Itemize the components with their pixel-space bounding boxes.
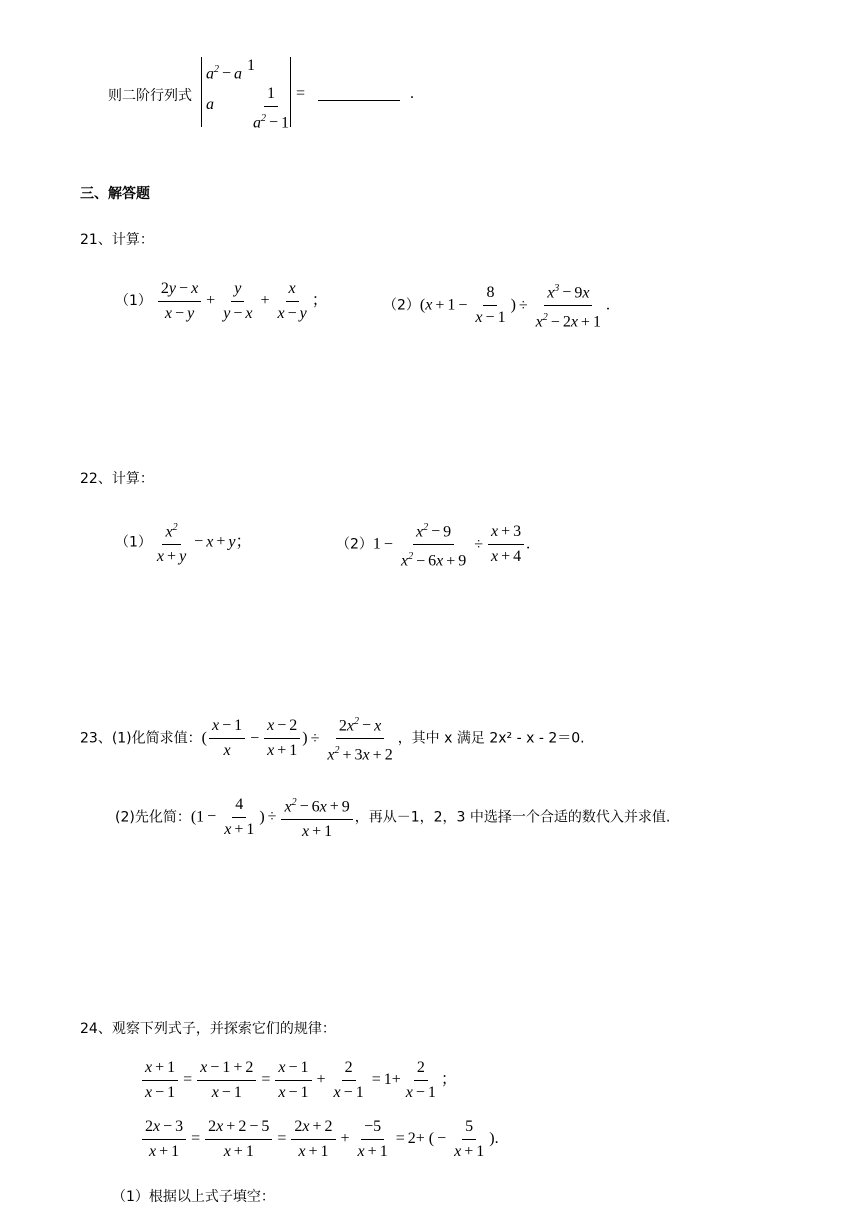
q23-p2-label: (2)先化简： bbox=[115, 809, 191, 826]
section-title: 三、解答题 bbox=[80, 186, 150, 202]
q22-p2-label: （2） bbox=[336, 536, 373, 553]
q21-p1-label: （1） bbox=[115, 293, 152, 310]
q23-part1: 23、(1)化简求值：( $\frac{x - 1}{x}$ − $\frac{x - 2}{x + 1}$ ) ÷ $\frac{2x^2 - x}{x^2 + 3x + 2}$ ，其中 x 满足 2x² - x - 2＝0. bbox=[80, 712, 585, 766]
q23-condition: ，其中 x 满足 2x² - x - 2＝0. bbox=[397, 730, 585, 747]
q21-part2: （2）(x + 1 − $\frac{8}{x - 1}$ ) ÷ $\frac{x^3 - 9x}{x^2 - 2x + 1}$ . bbox=[383, 279, 610, 333]
determinant-equals: = bbox=[296, 85, 306, 102]
determinant-prefix: 则二阶行列式 bbox=[108, 88, 192, 104]
q23-p2-tail: ，再从－1，2，3 中选择一个合适的数代入并求值. bbox=[354, 809, 671, 826]
q21-label: 21、计算： bbox=[80, 232, 154, 248]
q22-p1-label: （1） bbox=[115, 534, 152, 551]
q23-part2: (2)先化简：(1 − $\frac{4}{x + 1}$ ) ÷ $\frac{x^2 - 6x + 9}{x + 1}$ ，再从－1，2，3 中选择一个合适的数代入并求值. bbox=[115, 793, 670, 842]
q22-label: 22、计算： bbox=[80, 471, 154, 487]
q24-row2: $\frac{2x - 3}{x + 1}$ = $\frac{2x + 2 - 5}{x + 1}$ = $\frac{2x + 2}{x + 1}$ + $\frac{-5}{x + 1}$ = 2+ ( − $\frac{5}{x + 1}$ ). bbox=[140, 1117, 499, 1162]
q24-sub1: （1）根据以上式子填空： bbox=[112, 1189, 275, 1205]
q24-row1: $\frac{x + 1}{x - 1}$ = $\frac{x - 1 + 2}{x - 1}$ = $\frac{x - 1}{x - 1}$ + $\frac{2}{x - 1}$ = 1+ $\frac{2}{x - 1}$ ； bbox=[140, 1058, 457, 1103]
q22-part1: （1） $\frac{x^2}{x + y}$ − x + y； bbox=[115, 518, 251, 567]
q21-p2-label: （2） bbox=[383, 297, 420, 314]
q23-label: 23、(1)化简求值： bbox=[80, 730, 202, 747]
determinant-tail: . bbox=[410, 85, 414, 102]
determinant-cell-a12: 1 bbox=[247, 57, 255, 74]
determinant-cell-a21: a bbox=[206, 96, 214, 113]
determinant-cell-a11: $a^2 - a$ bbox=[206, 64, 243, 83]
q22-part2: （2）1 − $\frac{x^2 - 9}{x^2 - 6x + 9}$ ÷ $\frac{x + 3}{x + 4}$ . bbox=[336, 518, 530, 572]
q24-label: 24、观察下列式子，并探索它们的规律： bbox=[80, 1021, 336, 1037]
determinant-cell-a22: $\frac{1}{a^2 - 1}$ bbox=[253, 85, 290, 132]
q21-part1: （1） $\frac{2y - x}{x - y}$ + $\frac{y}{y - x}$ + $\frac{x}{x - y}$ ； bbox=[115, 280, 328, 322]
answer-blank[interactable] bbox=[318, 86, 400, 101]
